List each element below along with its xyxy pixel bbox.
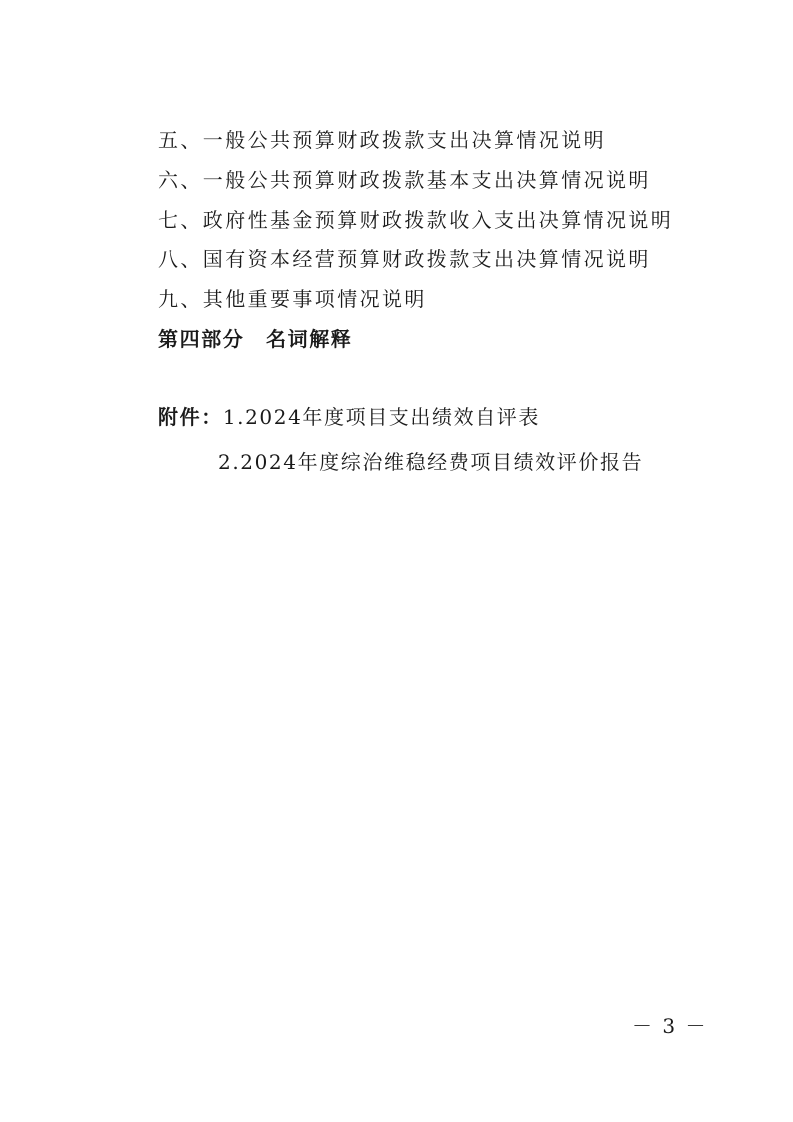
toc-item-8: 八、国有资本经营预算财政拨款支出决算情况说明 [158,247,651,271]
toc-item-5: 五、一般公共预算财政拨款支出决算情况说明 [158,128,606,152]
toc-item-7: 七、政府性基金预算财政拨款收入支出决算情况说明 [158,208,674,232]
attachment-item-1: 1.2024年度项目支出绩效自评表 [222,405,540,429]
attachment-item-2: 2.2024年度综治维稳经费项目绩效评价报告 [218,450,644,474]
attachment-row-2 [218,450,643,474]
toc-part-four-heading: 第四部分 名词解释 [158,327,353,351]
attachment-label: 附件： [158,405,223,429]
toc-item-9: 九、其他重要事项情况说明 [158,287,427,311]
toc-item-6: 六、一般公共预算财政拨款基本支出决算情况说明 [158,168,651,192]
page-number: － 3 － [632,1014,708,1038]
attachment-row-1 [158,405,540,429]
